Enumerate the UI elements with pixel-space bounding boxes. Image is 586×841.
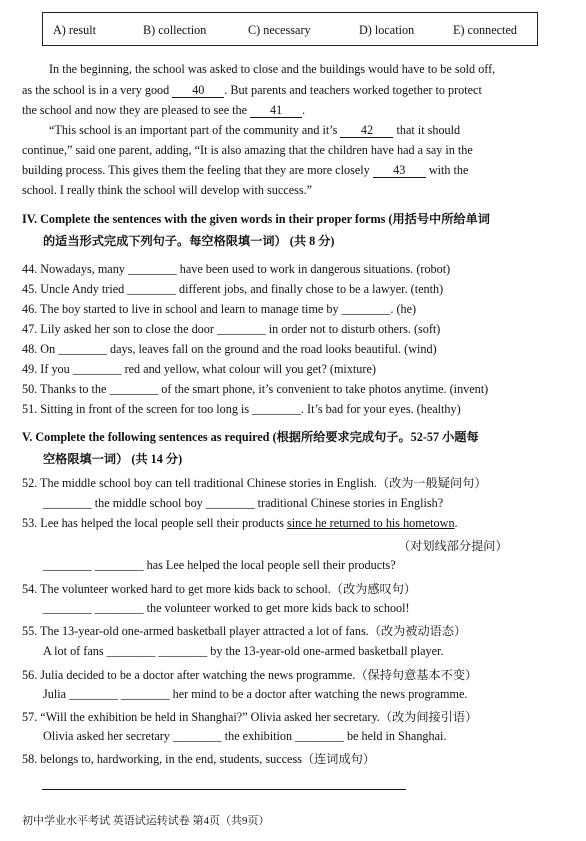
passage-line: the school and now they are pleased to see the 41 . <box>22 103 306 117</box>
passage-line <box>49 123 549 138</box>
option-a: A) result <box>53 23 96 37</box>
blank-42[interactable]: 42 <box>340 124 393 138</box>
question-58: 58. belongs to, hardworking, in the end, students, success（连词成句） <box>22 752 376 766</box>
question-51[interactable]: 51. Sitting in front of the screen for too long is ________. It’s bad for your eyes. (healthy) <box>22 402 461 416</box>
answer-56[interactable]: Julia ________ ________ her mind to be a doctor after watching the news programme. <box>43 687 468 701</box>
option-d: D) location <box>359 23 415 37</box>
answer-57[interactable]: Olivia asked her secretary ________ the exhibition ________ be held in Shanghai. <box>43 729 447 743</box>
passage-text: In the beginning, the school was asked to close and the buildings would have to be sold off, <box>49 62 496 76</box>
question-57: 57. “Will the exhibition be held in Shanghai?” Olivia asked her secretary.（改为间接引语） <box>22 710 478 724</box>
underlined-phrase: since he returned to his hometown <box>287 516 455 530</box>
section-5-heading: V. Complete the following sentences as required (根据所给要求完成句子。52-57 小题每 <box>22 430 479 444</box>
passage-text: as the school is in a very good 40 . But parents and teachers worked together to protect <box>22 83 482 97</box>
question-44[interactable]: 44. Nowadays, many ________ have been used to work in dangerous situations. (robot) <box>22 262 451 276</box>
answer-55[interactable]: A lot of fans ________ ________ by the 13-year-old one-armed basketball player. <box>43 644 444 658</box>
question-54: 54. The volunteer worked hard to get more kids back to school.（改为感叹句） <box>22 582 417 596</box>
option-b: B) collection <box>143 23 207 37</box>
passage-text: “This school is an important part of the community and it’s 42 that it should <box>49 123 461 137</box>
blank-41[interactable]: 41 <box>250 104 302 118</box>
section-4-heading: IV. Complete the sentences with the given words in their proper forms (用括号中所给单词 <box>22 212 490 226</box>
answer-54[interactable]: ________ ________ the volunteer worked to get more kids back to school! <box>43 601 410 615</box>
option-e: E) connected <box>453 23 517 37</box>
question-56: 56. Julia decided to be a doctor after watching the news programme.（保持句意基本不变） <box>22 668 478 682</box>
question-46[interactable]: 46. The boy started to live in school and learn to manage time by ________. (he) <box>22 302 417 316</box>
passage-line: building process. This gives them the feeling that they are more closely 43 with the <box>22 163 469 177</box>
question-55: 55. The 13-year-old one-armed basketball player attracted a lot of fans.（改为被动语态） <box>22 624 467 638</box>
passage-line: school. I really think the school will develop with success.” <box>22 183 313 197</box>
word-options-box <box>42 12 538 46</box>
answer-53[interactable]: ________ ________ has Lee helped the local people sell their products? <box>43 558 396 572</box>
passage-line <box>22 83 549 98</box>
section-4-heading-cont: 的适当形式完成下列句子。每空格限填一词） (共 8 分) <box>43 234 335 248</box>
passage-line <box>49 62 549 77</box>
question-48[interactable]: 48. On ________ days, leaves fall on the ground and the road looks beautiful. (wind) <box>22 342 437 356</box>
question-50[interactable]: 50. Thanks to the ________ of the smart phone, it’s convenient to take photos anytime. (invent) <box>22 382 489 396</box>
blank-43[interactable]: 43 <box>373 164 426 178</box>
page-footer: 初中学业水平考试 英语试运转试卷 第4页（共9页） <box>22 815 270 827</box>
passage-line: continue,” said one parent, adding, “It is also amazing that the children have had a say in the <box>22 143 473 157</box>
question-52: 52. The middle school boy can tell traditional Chinese stories in English.（改为一般疑问句） <box>22 476 487 490</box>
question-53: 53. Lee has helped the local people sell their products since he returned to his hometown. <box>22 516 458 530</box>
question-49[interactable]: 49. If you ________ red and yellow, what colour will you get? (mixture) <box>22 362 376 376</box>
question-47[interactable]: 47. Lily asked her son to close the door ________ in order not to disturb others. (soft) <box>22 322 441 336</box>
option-c: C) necessary <box>248 23 311 37</box>
section-5-heading-cont: 空格限填一词） (共 14 分) <box>43 452 183 466</box>
answer-58-line[interactable] <box>42 789 406 790</box>
question-53-note: （对划线部分提问） <box>398 539 508 553</box>
answer-52[interactable]: ________ the middle school boy ________ traditional Chinese stories in English? <box>43 496 444 510</box>
question-45[interactable]: 45. Uncle Andy tried ________ different jobs, and finally chose to be a lawyer. (tenth) <box>22 282 444 296</box>
blank-40[interactable]: 40 <box>172 84 224 98</box>
